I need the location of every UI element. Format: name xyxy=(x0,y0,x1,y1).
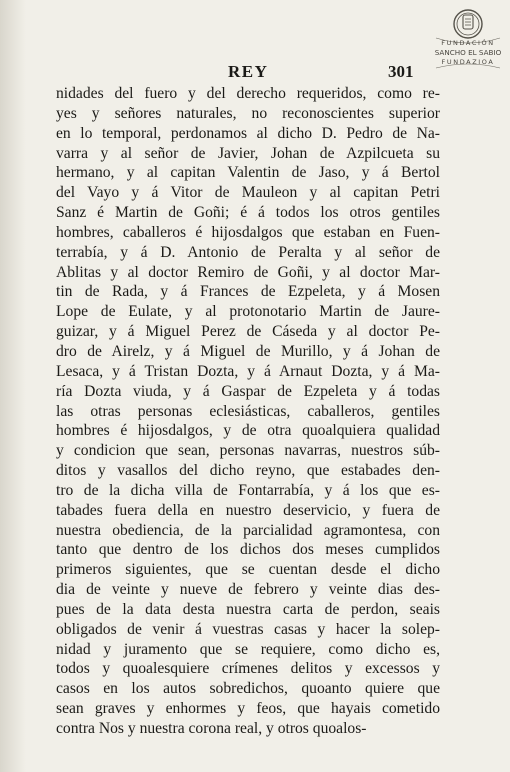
text-line: pues de la data desta nuestra carta de perdon, seais xyxy=(56,600,440,618)
text-line: varra y al señor de Javier, Johan de Azpilcueta su xyxy=(56,144,440,162)
stamp-line-3: FUNDAZIOA xyxy=(441,58,495,66)
page-gutter-shadow xyxy=(0,0,26,772)
text-line: tabades fuera della en nuestro deservicio, y fuera de xyxy=(56,501,440,519)
text-line: y condicion que sean, personas navarras, nuestros súb- xyxy=(56,442,440,460)
text-line: Ablitas y al doctor Remiro de Goñi, y al doctor Mar- xyxy=(56,263,440,281)
text-line: ría Dozta viuda, y á Gaspar de Ezpeleta y á todas xyxy=(56,382,440,400)
text-line: terrabía, y á D. Antonio de Peralta y al señor de xyxy=(56,243,440,261)
text-line: Sanz é Martin de Goñi; é á todos los otros gentiles xyxy=(56,204,440,222)
text-line: hermano, y al capitan Valentin de Jaso, y á Bertol xyxy=(56,164,440,182)
text-line: contra Nos y nuestra corona real, y otros quoalos- xyxy=(56,720,367,737)
text-line: nidad y juramento que se requiere, como dicho es, xyxy=(56,640,440,658)
stamp-line-1: FUNDACIÓN xyxy=(441,39,495,47)
text-line: nuestra obediencia, de la parcialidad agramontesa, con xyxy=(56,521,440,539)
text-line: nidades del fuero y del derecho requeridos, como re- xyxy=(56,85,440,102)
text-line: tro de la dicha villa de Fontarrabía, y á los que es- xyxy=(56,481,440,499)
body-text xyxy=(56,84,440,739)
text-line: Lesaca, y á Tristan Dozta, y á Arnaut Dozta, y á Ma- xyxy=(56,362,440,380)
text-line: dia de veinte y nueve de febrero y veinte dias des- xyxy=(56,581,440,599)
text-line: en lo temporal, perdonamos al dicho D. Pedro de Na- xyxy=(56,124,440,142)
text-line: hombres é hijosdalgos, y de otra quoalquiera qualidad xyxy=(56,422,440,440)
text-line: las otras personas eclesiásticas, caballeros, gentiles xyxy=(56,402,440,420)
text-line: ditos y vasallos del dicho reyno, que estabades den- xyxy=(56,462,440,480)
running-title: REY xyxy=(228,62,269,81)
stamp-line-2: SANCHO EL SABIO xyxy=(434,48,502,57)
text-line: obligados de venir á vuestras casas y hacer la solep- xyxy=(56,620,440,638)
text-line: hombres, caballeros é hijosdalgos que estaban en Fuen- xyxy=(56,223,440,241)
text-line: Lope de Eulate, y al protonotario Martin de Jaure- xyxy=(56,303,440,321)
text-line: primeros siguientes, que se cuentan desde el dicho xyxy=(56,561,440,579)
text-line: dro de Airelz, y á Miguel de Murillo, y á Johan de xyxy=(56,342,440,360)
text-line: casos en los autos sobredichos, quoanto quiere que xyxy=(56,680,440,698)
text-line: sean graves y enhormes y feos, que hayais cometido xyxy=(56,700,440,718)
running-header xyxy=(0,62,510,82)
text-line: tin de Rada, y á Frances de Ezpeleta, y á Mosen xyxy=(56,283,440,301)
text-line: guizar, y á Miguel Perez de Cáseda y al doctor Pe- xyxy=(56,323,440,341)
text-line: tanto que dentro de los dichos dos meses cumplidos xyxy=(56,541,440,559)
text-line: todos y quoalesquiere crímenes delitos y excessos y xyxy=(56,660,440,678)
text-line: yes y señores naturales, no reconoscientes superior xyxy=(56,104,440,122)
page-number: 301 xyxy=(388,62,414,81)
text-line: del Vayo y á Vitor de Mauleon y al capitan Petri xyxy=(56,184,440,202)
